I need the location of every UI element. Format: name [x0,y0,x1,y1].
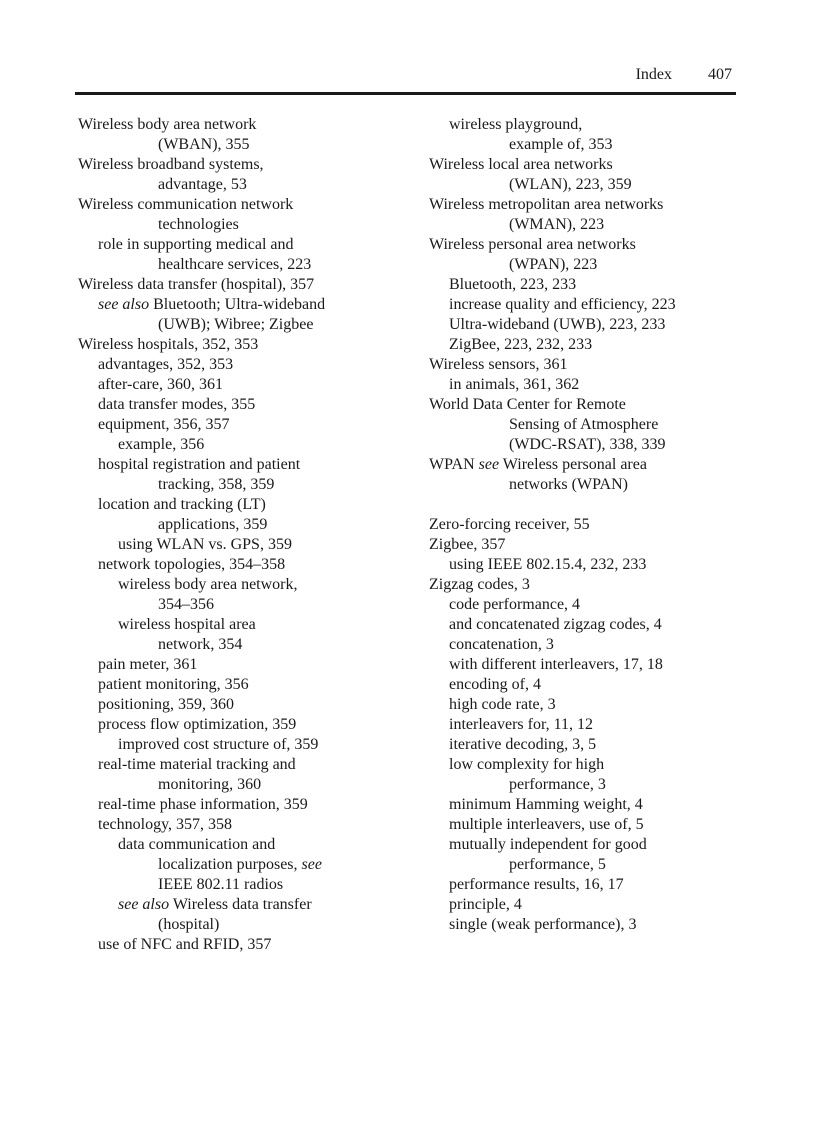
index-entry-line [429,215,739,235]
see-also-label: see also [118,896,170,913]
index-entry-text: Bluetooth; Ultra-wideband [149,296,326,313]
index-entry-text: with different interleavers, 17, 18 [449,656,663,673]
index-entry-text: performance, 5 [509,856,606,873]
index-entry-line [429,515,739,535]
index-entry-line [429,555,739,575]
index-entry-text: pain meter, 361 [98,656,198,673]
index-entry-line [78,855,418,875]
index-entry-text: Zigzag codes, 3 [429,576,530,593]
index-entry-text: ZigBee, 223, 232, 233 [449,336,593,353]
index-entry-text: (WLAN), 223, 359 [509,176,632,193]
index-entry-line [429,575,739,595]
index-entry-line [429,675,739,695]
index-entry-text: single (weak performance), 3 [449,916,637,933]
index-entry-text: Ultra-wideband (UWB), 223, 233 [449,316,666,333]
index-entry-line [78,715,418,735]
index-entry-text: (UWB); Wibree; Zigbee [158,316,314,333]
index-entry-text: Wireless communication network [78,196,294,213]
index-entry-text: performance, 3 [509,776,606,793]
index-entry-line [429,895,739,915]
index-entry-text: WPAN [429,456,479,473]
index-entry-text: concatenation, 3 [449,636,554,653]
index-entry-line [78,215,418,235]
index-entry-line [78,555,418,575]
index-entry-text: advantage, 53 [158,176,247,193]
index-entry-text: after-care, 360, 361 [98,376,223,393]
index-entry-line [78,175,418,195]
index-entry-text: example, 356 [118,436,205,453]
index-entry-text: technology, 357, 358 [98,816,233,833]
index-entry-line [429,795,739,815]
index-entry-line [429,335,739,355]
index-entry-line [78,775,418,795]
index-entry-text: multiple interleavers, use of, 5 [449,816,644,833]
index-entry-text: data transfer modes, 355 [98,396,256,413]
index-entry-text: equipment, 356, 357 [98,416,230,433]
index-entry-line [78,295,418,315]
index-entry-line [78,695,418,715]
index-entry-line [78,735,418,755]
index-entry-text: performance results, 16, 17 [449,876,624,893]
index-entry-text: network topologies, 354–358 [98,556,286,573]
index-entry-line [429,715,739,735]
index-entry-line [429,615,739,635]
index-entry-line [429,635,739,655]
index-entry-line [78,455,418,475]
index-entry-line [78,135,418,155]
see-label: see [478,456,500,473]
index-entry-text: Wireless sensors, 361 [429,356,568,373]
index-entry-line [429,275,739,295]
index-entry-line [429,735,739,755]
index-entry-line [78,915,418,935]
index-entry-text: Bluetooth, 223, 233 [449,276,577,293]
page-number: 407 [708,66,732,83]
index-entry-line [78,435,418,455]
index-entry-line [78,195,418,215]
index-entry-text: using WLAN vs. GPS, 359 [118,536,292,553]
index-entry-line [78,635,418,655]
index-entry-line [429,295,739,315]
index-entry-line [429,915,739,935]
index-entry-text: Wireless data transfer (hospital), 357 [78,276,315,293]
index-entry-line [429,875,739,895]
index-entry-line [78,815,418,835]
index-column-left [78,115,418,955]
index-entry-line [78,795,418,815]
index-entry-text: low complexity for high [449,756,605,773]
index-entry-line [429,595,739,615]
index-entry-line [429,835,739,855]
index-entry-text: Wireless metropolitan area networks [429,196,664,213]
index-entry-line [429,155,739,175]
index-entry-text: code performance, 4 [449,596,581,613]
index-entry-line [429,695,739,715]
index-entry-text: healthcare services, 223 [158,256,312,273]
index-entry-text: mutually independent for good [449,836,647,853]
index-entry-line [78,255,418,275]
index-entry-line [78,355,418,375]
index-entry-text: network, 354 [158,636,243,653]
index-entry-line [429,375,739,395]
index-entry-text: (hospital) [158,916,220,933]
index-entry-text: in animals, 361, 362 [449,376,580,393]
index-entry-text: Zero-forcing receiver, 55 [429,516,590,533]
index-entry-text: patient monitoring, 356 [98,676,249,693]
index-entry-text: iterative decoding, 3, 5 [449,736,597,753]
index-entry-text: location and tracking (LT) [98,496,266,513]
index-entry-line [429,455,739,475]
index-entry-text: real-time phase information, 359 [98,796,308,813]
running-header-title: Index [635,66,672,83]
index-entry-text: tracking, 358, 359 [158,476,275,493]
index-entry-line [429,195,739,215]
index-entry-line [78,835,418,855]
see-label: see [301,856,322,873]
index-entry-text: interleavers for, 11, 12 [449,716,594,733]
index-entry-text: principle, 4 [449,896,522,913]
index-entry-line [78,615,418,635]
index-entry-text: technologies [158,216,239,233]
index-entry-text: process flow optimization, 359 [98,716,297,733]
index-entry-text: wireless hospital area [118,616,256,633]
index-entry-line [78,335,418,355]
index-entry-line [78,675,418,695]
index-entry-line [429,255,739,275]
index-entry-text: using IEEE 802.15.4, 232, 233 [449,556,647,573]
index-entry-text: example of, 353 [509,136,613,153]
index-entry-line [78,315,418,335]
index-entry-line [429,815,739,835]
index-entry-text: Wireless personal area networks [429,236,636,253]
index-entry-text: data communication and [118,836,276,853]
index-entry-text: increase quality and efficiency, 223 [449,296,676,313]
index-entry-text: real-time material tracking and [98,756,296,773]
index-entry-line [429,435,739,455]
see-also-label: see also [98,296,150,313]
index-entry-line [429,235,739,255]
index-entry-text: Sensing of Atmosphere [509,416,659,433]
index-column-right [429,115,739,935]
index-entry-line [429,475,739,495]
index-entry-text: positioning, 359, 360 [98,696,235,713]
index-entry-text: wireless body area network, [118,576,298,593]
index-entry-line [78,515,418,535]
index-entry-line [429,415,739,435]
index-entry-line [429,115,739,135]
index-entry-line [429,395,739,415]
index-entry-line [429,775,739,795]
index-entry-line [78,755,418,775]
index-entry-text: (WDC-RSAT), 338, 339 [509,436,666,453]
index-entry-text: improved cost structure of, 359 [118,736,319,753]
index-entry-line [78,535,418,555]
index-entry-text: networks (WPAN) [509,476,628,493]
index-entry-line [78,595,418,615]
index-entry-line [78,155,418,175]
index-entry-text: (WMAN), 223 [509,216,605,233]
index-gap [429,495,739,515]
index-entry-text: Wireless personal area [499,456,647,473]
index-entry-line [429,135,739,155]
header-rule [75,92,736,95]
index-entry-text: high code rate, 3 [449,696,556,713]
index-entry-text: hospital registration and patient [98,456,301,473]
index-entry-text: Wireless data transfer [169,896,312,913]
index-entry-text: wireless playground, [449,116,583,133]
index-entry-text: minimum Hamming weight, 4 [449,796,643,813]
index-entry-text: monitoring, 360 [158,776,262,793]
index-entry-text: use of NFC and RFID, 357 [98,936,272,953]
index-entry-text: encoding of, 4 [449,676,541,693]
index-entry-line [78,375,418,395]
index-entry-text: World Data Center for Remote [429,396,626,413]
index-entry-text: localization purposes, [158,856,302,873]
index-entry-line [78,575,418,595]
index-entry-line [78,395,418,415]
index-entry-line [78,495,418,515]
index-entry-text: and concatenated zigzag codes, 4 [449,616,662,633]
index-entry-text: Wireless hospitals, 352, 353 [78,336,259,353]
index-entry-line [429,315,739,335]
index-entry-line [78,655,418,675]
index-entry-text: Wireless local area networks [429,156,613,173]
index-entry-line [429,535,739,555]
index-entry-line [429,755,739,775]
index-entry-line [78,895,418,915]
index-entry-line [78,935,418,955]
index-entry-text: (WPAN), 223 [509,256,598,273]
index-entry-line [78,875,418,895]
index-entry-text: Zigbee, 357 [429,536,506,553]
index-entry-line [78,475,418,495]
index-entry-line [429,655,739,675]
index-entry-line [429,175,739,195]
index-entry-line [78,115,418,135]
index-entry-text: applications, 359 [158,516,268,533]
index-entry-line [78,275,418,295]
index-entry-line [78,235,418,255]
index-entry-text: (WBAN), 355 [158,136,250,153]
index-entry-line [78,415,418,435]
index-entry-text: Wireless body area network [78,116,257,133]
running-header [75,66,736,86]
index-entry-line [429,355,739,375]
index-entry-text: 354–356 [158,596,214,613]
index-entry-text: Wireless broadband systems, [78,156,264,173]
index-entry-text: IEEE 802.11 radios [158,876,284,893]
index-entry-text: role in supporting medical and [98,236,294,253]
index-entry-text: advantages, 352, 353 [98,356,234,373]
index-entry-line [429,855,739,875]
